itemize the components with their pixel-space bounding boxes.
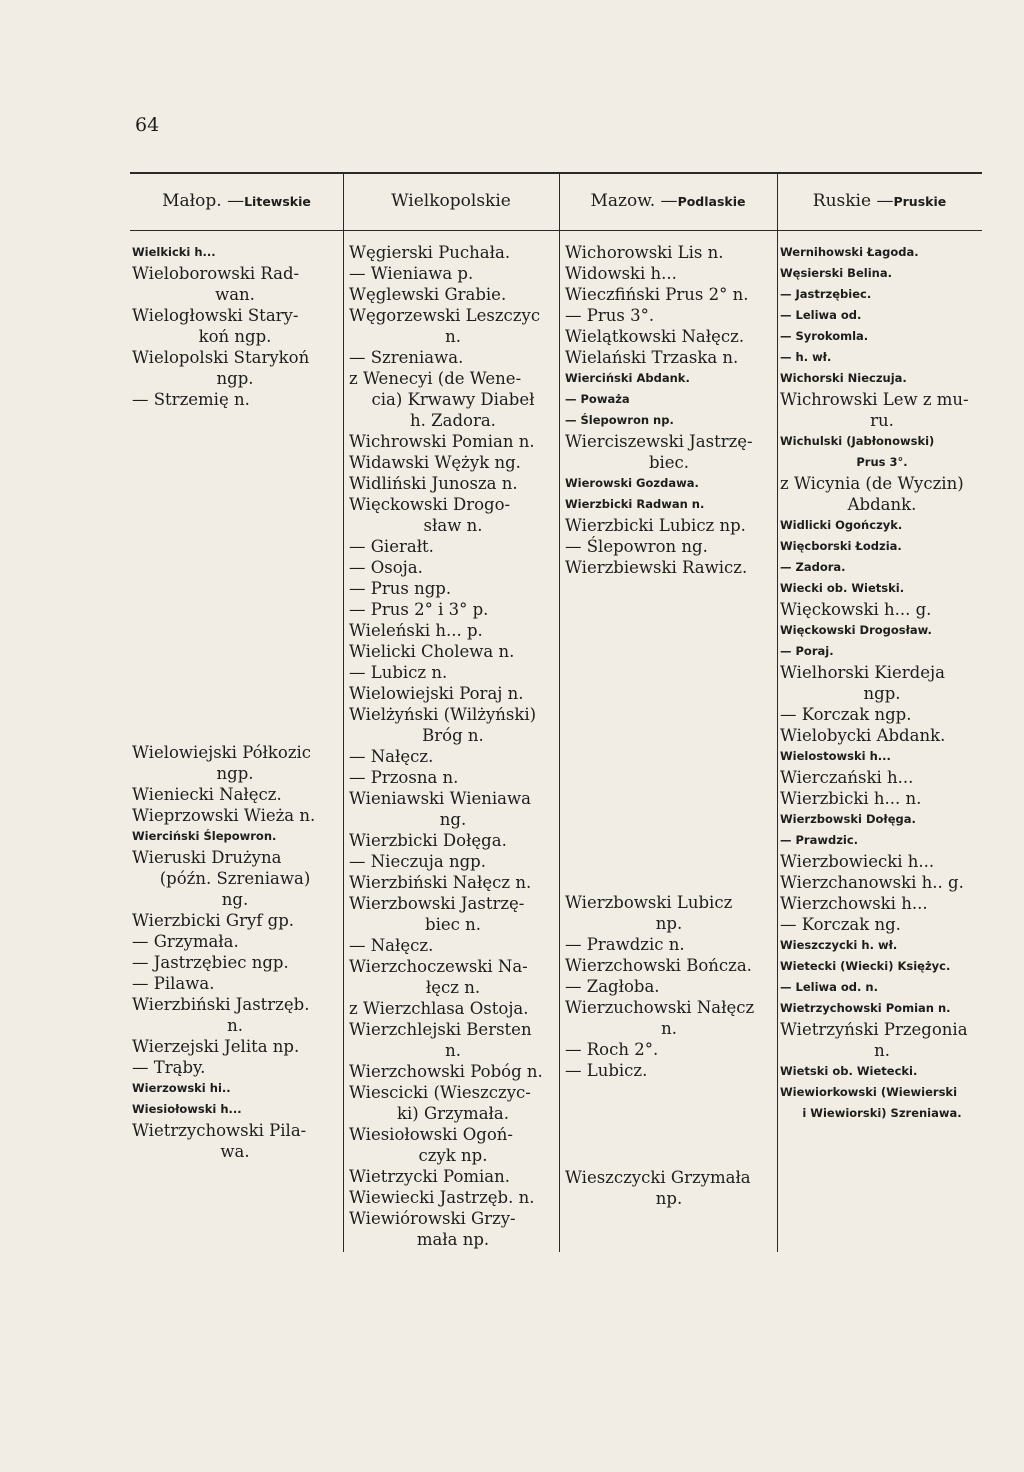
entry-line: Wiesiołowski Ogoń- — [349, 1125, 514, 1144]
entry-block — [780, 242, 984, 1124]
entry-line: Wielostowski h... — [780, 749, 891, 763]
entry-line: Wierzowski hi.. — [132, 1081, 231, 1095]
entry-line: — Korczak ngp. — [780, 705, 912, 724]
entry-continuation: n. — [445, 327, 461, 346]
entry-line: Więckowski h... g. — [780, 600, 932, 619]
entry-line: z Wenecyi (de Wene- — [349, 369, 522, 388]
entry-line: Wierciszewski Jastrzę- — [565, 432, 753, 451]
entry-line: — Prus ngp. — [349, 579, 452, 598]
entry-line: Wielobycki Abdank. — [780, 726, 946, 745]
entry-line: Wieruski Drużyna — [132, 848, 282, 867]
page-number: 64 — [135, 114, 160, 136]
entry-line: z Wicynia (de Wyczin) — [780, 474, 964, 493]
entry-line: — Leliwa od. — [780, 308, 862, 322]
entry-line: Wierzbowski Lubicz — [565, 893, 733, 912]
entry-continuation: koń ngp. — [198, 327, 272, 346]
entry-continuation: czyk np. — [418, 1146, 488, 1165]
entry-line: Węgierski Puchała. — [349, 243, 511, 262]
entry-line: — Gierałt. — [349, 537, 434, 556]
entry-line: — Leliwa od. n. — [780, 980, 878, 994]
entry-line: Wierzbicki Dołęga. — [349, 831, 507, 850]
entry-line: Wieszczycki Grzymała — [565, 1168, 751, 1187]
entry-line: Wiesiołowski h... — [132, 1102, 242, 1116]
entry-line: — Jastrzębiec ngp. — [132, 953, 289, 972]
entry-line: Wieloborowski Rad- — [132, 264, 300, 283]
header-main: Małop. — — [162, 191, 245, 211]
entry-line: — Strzemię n. — [132, 390, 250, 409]
entry-line: Wielhorski Kierdeja — [780, 663, 945, 682]
entry-block — [132, 242, 338, 410]
entry-continuation: Bróg n. — [422, 726, 484, 745]
entry-line: Wierzuchowski Nałęcz — [565, 998, 755, 1017]
entry-block — [132, 742, 338, 1162]
column-divider-1 — [343, 172, 344, 1252]
entry-line: Wielogłowski Stary- — [132, 306, 299, 325]
entry-line: Widowski h... — [565, 264, 677, 283]
entry-line: Wierzbicki Radwan n. — [565, 497, 705, 511]
entry-line: — Pilawa. — [132, 974, 215, 993]
entry-line: Wiewiorkowski (Wiewierski — [780, 1085, 958, 1099]
entry-continuation: wan. — [215, 285, 255, 304]
entry-line: Węgorzewski Leszczyc — [349, 306, 541, 325]
entry-line: Wierzchowski Pobóg n. — [349, 1062, 543, 1081]
entry-line: — Prawdzic n. — [565, 935, 685, 954]
entry-continuation: ng. — [221, 890, 249, 909]
entry-line: — Przosna n. — [349, 768, 459, 787]
entry-line: Wierzbowski Jastrzę- — [349, 894, 525, 913]
entry-line: — Zagłoba. — [565, 977, 660, 996]
entry-line: Wielicki Cholewa n. — [349, 642, 515, 661]
entry-line: z Wierzchlasa Ostoja. — [349, 999, 529, 1018]
entry-line: Wierzchoczewski Na- — [349, 957, 528, 976]
entry-block — [565, 1167, 773, 1209]
entry-line: Wiescicki (Wieszczyc- — [349, 1083, 531, 1102]
entry-line: Wielowiejski Poraj n. — [349, 684, 524, 703]
entry-continuation: n. — [874, 1041, 890, 1060]
entry-line: Węsierski Belina. — [780, 266, 892, 280]
entry-continuation: ngp. — [863, 684, 901, 703]
entry-line: Wierzchanowski h.. g. — [780, 873, 964, 892]
entry-continuation: (późn. Szreniawa) — [159, 869, 311, 888]
entry-line: Wierzbiewski Rawicz. — [565, 558, 748, 577]
entry-continuation: ng. — [439, 810, 467, 829]
entry-line: Więcborski Łodzia. — [780, 539, 902, 553]
entry-line: Wichrowski Lew z mu- — [780, 390, 969, 409]
entry-continuation: wa. — [220, 1142, 250, 1161]
entry-line: Wietrzychowski Pila- — [132, 1121, 307, 1140]
entry-continuation: ngp. — [216, 764, 254, 783]
entry-continuation: n. — [227, 1016, 243, 1035]
entry-line: Węglewski Grabie. — [349, 285, 507, 304]
entry-line: Wielżyński (Wilżyński) — [349, 705, 537, 724]
entry-line: Wielański Trzaska n. — [565, 348, 739, 367]
entry-line: — Prus 2° i 3° p. — [349, 600, 489, 619]
entry-line: Wierciński Ślepowron. — [132, 829, 277, 843]
header-main: Wielkopolskie — [391, 191, 511, 211]
entry-line: — h. wł. — [780, 350, 832, 364]
entry-continuation: ru. — [870, 411, 894, 430]
entry-line: Wichrowski Pomian n. — [349, 432, 535, 451]
entry-line: Wietrzycki Pomian. — [349, 1167, 511, 1186]
entry-line: — Poważa — [565, 392, 630, 406]
header-rule — [130, 230, 982, 231]
entry-continuation: np. — [655, 914, 683, 933]
header-main: Mazow. — — [590, 191, 678, 211]
header-sub: Pruskie — [893, 193, 947, 209]
entry-line: Wieniecki Nałęcz. — [132, 785, 282, 804]
entry-continuation: mała np. — [416, 1230, 490, 1249]
entry-line: Wierzejski Jelita np. — [132, 1037, 300, 1056]
entry-line: Widawski Wężyk ng. — [349, 453, 521, 472]
entry-line: Wierzbicki Lubicz np. — [565, 516, 746, 535]
entry-line: — Syrokomla. — [780, 329, 869, 343]
entry-line: — Zadora. — [780, 560, 846, 574]
entry-line: Wierczański h... — [780, 768, 914, 787]
header-wielkopolskie — [343, 172, 559, 230]
header-sub: Podlaskie — [677, 193, 746, 209]
entry-line: Wieprzowski Wieża n. — [132, 806, 316, 825]
entry-continuation: Abdank. — [847, 495, 917, 514]
entry-continuation: ki) Grzymała. — [397, 1104, 509, 1123]
entry-line: Wiecki ob. Wietski. — [780, 581, 905, 595]
entry-line: Wieleński h... p. — [349, 621, 483, 640]
entry-line: — Nałęcz. — [349, 747, 434, 766]
entry-continuation: n. — [445, 1041, 461, 1060]
entry-line: — Grzymała. — [132, 932, 239, 951]
entry-continuation: biec. — [648, 453, 690, 472]
entry-continuation: i Wiewiorski) Szreniawa. — [802, 1106, 962, 1120]
column-divider-3 — [777, 172, 778, 1252]
entry-line: Wielowiejski Półkozic — [132, 743, 312, 762]
entry-line: Wieszczycki h. wł. — [780, 938, 898, 952]
entry-line: Widliński Junosza n. — [349, 474, 518, 493]
entry-line: Więckowski Drogo- — [349, 495, 511, 514]
entry-line: Wichulski (Jabłonowski) — [780, 434, 935, 448]
entry-line: — Szreniawa. — [349, 348, 464, 367]
entry-continuation: biec n. — [425, 915, 481, 934]
entry-line: Wielopolski Starykoń — [132, 348, 310, 367]
entry-line: — Lubicz n. — [349, 663, 448, 682]
entry-line: Wietski ob. Wietecki. — [780, 1064, 918, 1078]
entry-line: Wierzbiński Jastrzęb. — [132, 995, 310, 1014]
entry-block — [349, 242, 557, 1250]
entry-line: Wietecki (Wiecki) Księżyc. — [780, 959, 951, 973]
entry-line: Wietrzychowski Pomian n. — [780, 1001, 951, 1015]
entry-line: — Nieczuja ngp. — [349, 852, 486, 871]
entry-line: — Poraj. — [780, 644, 834, 658]
entry-line: — Prawdzic. — [780, 833, 859, 847]
column-divider-2 — [559, 172, 560, 1252]
entry-line: Wierzbicki h... n. — [780, 789, 922, 808]
entry-line: Wierciński Abdank. — [565, 371, 690, 385]
entry-continuation: ngp. — [216, 369, 254, 388]
entry-line: Wiewiórowski Grzy- — [349, 1209, 516, 1228]
entry-continuation: sław n. — [423, 516, 483, 535]
entry-line: Wieniawski Wieniawa — [349, 789, 531, 808]
entry-line: Wierzbicki Gryf gp. — [132, 911, 295, 930]
entry-continuation: łęcz n. — [425, 978, 481, 997]
entry-line: — Lubicz. — [565, 1061, 648, 1080]
entry-line: Wierowski Gozdawa. — [565, 476, 699, 490]
entry-line: — Ślepowron np. — [565, 413, 674, 427]
entry-line: — Korczak ng. — [780, 915, 901, 934]
entry-line: Wierzchowski h... — [780, 894, 928, 913]
entry-continuation: np. — [655, 1189, 683, 1208]
entry-block — [565, 242, 773, 578]
header-mazowsze-podlaskie — [559, 172, 777, 230]
entry-line: — Ślepowron ng. — [565, 537, 708, 556]
entry-line: Wernihowski Łagoda. — [780, 245, 919, 259]
entry-block — [565, 892, 773, 1081]
header-main: Ruskie — — [812, 191, 894, 211]
entry-line: Wierzbowiecki h... — [780, 852, 935, 871]
header-sub: Litewskie — [244, 193, 311, 209]
entry-continuation: h. Zadora. — [410, 411, 496, 430]
entry-line: — Roch 2°. — [565, 1040, 659, 1059]
header-malopolska-litewskie — [130, 172, 343, 230]
entry-line: Wieczfiński Prus 2° n. — [565, 285, 749, 304]
entry-continuation: n. — [661, 1019, 677, 1038]
entry-line: Wichorski Nieczuja. — [780, 371, 907, 385]
entry-line: Wielątkowski Nałęcz. — [565, 327, 745, 346]
entry-line: — Nałęcz. — [349, 936, 434, 955]
entry-line: Wierzbiński Nałęcz n. — [349, 873, 532, 892]
entry-line: — Trąby. — [132, 1058, 206, 1077]
entry-line: — Jastrzębiec. — [780, 287, 872, 301]
header-ruskie-pruskie — [777, 172, 982, 230]
entry-line: Wietrzyński Przegonia — [780, 1020, 968, 1039]
entry-line: Wierzchowski Bończa. — [565, 956, 752, 975]
entry-line: Wierzbowski Dołęga. — [780, 812, 916, 826]
entry-line: Wichorowski Lis n. — [565, 243, 724, 262]
entry-line: Widlicki Ogończyk. — [780, 518, 903, 532]
entry-line: Wiewiecki Jastrzęb. n. — [349, 1188, 535, 1207]
entry-continuation: Prus 3°. — [856, 455, 908, 469]
entry-line: Więckowski Drogosław. — [780, 623, 932, 637]
entry-line: — Wieniawa p. — [349, 264, 474, 283]
entry-line: — Prus 3°. — [565, 306, 655, 325]
entry-line: — Osoja. — [349, 558, 423, 577]
entry-continuation: cia) Krwawy Diabeł — [371, 390, 535, 409]
entry-line: Wielkicki h... — [132, 245, 216, 259]
armorial-table — [130, 172, 982, 1252]
entry-line: Wierzchlejski Bersten — [349, 1020, 532, 1039]
